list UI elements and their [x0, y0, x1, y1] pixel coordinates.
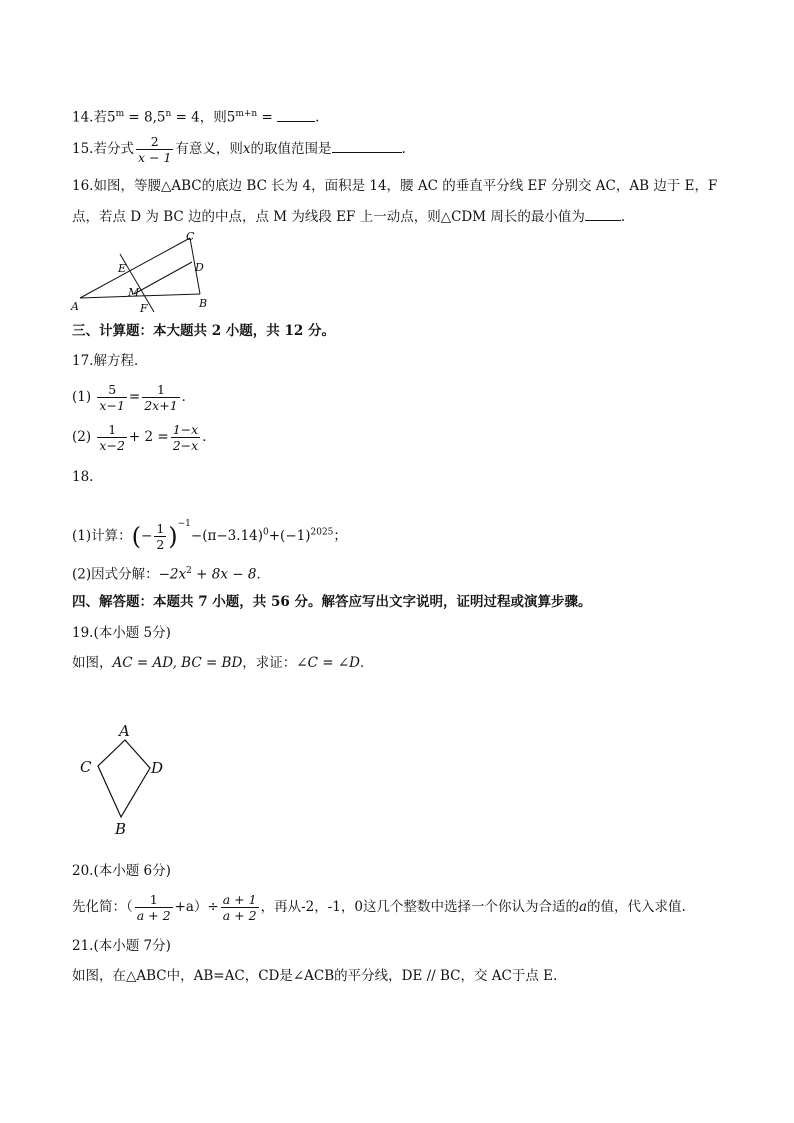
- fraction: $\frac{2}{x - 1}$: [137, 134, 172, 165]
- question-18-part1: (1)计算：(− $\frac{1}{2}$ )$^{-1}-(\pi-3.14)^0+(-1)^{2025}$；: [72, 519, 347, 552]
- fraction: $\frac{1}{a + 2}$: [136, 892, 171, 923]
- fig16-label-B: B: [199, 297, 208, 310]
- answer-blank: [277, 107, 315, 122]
- fig19-label-B: B: [115, 820, 127, 838]
- question-16-line2: 点，若点 D 为 BC 边的中点，点 M 为线段 EF 上一动点，则△CDM 周长的最小值为 .: [72, 206, 625, 227]
- question-14: 14.若$5^m = 8,5^n = 4$，则$5^{m+n}$ = .: [72, 104, 319, 128]
- question-20-title: 20.(本小题 6分): [72, 863, 171, 879]
- question-18-title: 18.: [72, 469, 94, 485]
- answer-blank: [585, 206, 621, 221]
- fraction: $\frac{1}{2}$: [156, 521, 165, 552]
- fig19-label-D: D: [151, 759, 164, 777]
- fig16-label-C: C: [186, 232, 195, 243]
- question-20-text: 先化简：（ $\frac{1}{a + 2}$ +a）÷ $\frac{a + 1}{a + 2}$ ，再从-2，-1，0这几个整数中选择一个你认为合适的a的值，代入求值.: [72, 892, 686, 923]
- question-18-part2: (2)因式分解：$-2x^2 + 8x - 8$．: [72, 566, 270, 583]
- fig16-label-A: A: [71, 300, 79, 313]
- fraction: $\frac{a + 1}{a + 2}$: [222, 892, 257, 923]
- question-17-part1: (1) $\frac{5}{x-1}$ = $\frac{1}{2x+1}$ ．: [72, 382, 196, 413]
- fraction: $\frac{1}{2x+1}$: [144, 382, 178, 413]
- fig16-label-M: M: [128, 286, 140, 299]
- fig16-label-D: D: [195, 261, 204, 274]
- question-21-text: 如图，在△ABC中，AB=AC，CD是∠ACB的平分线，DE // BC，交 AC于点 E.: [72, 968, 558, 984]
- fig19-label-C: C: [80, 758, 92, 776]
- fraction: $\frac{5}{x-1}$: [99, 382, 125, 413]
- question-17-part2: (2) $\frac{1}{x-2}$ + 2 = $\frac{1-x}{2-x}$ ．: [72, 422, 216, 453]
- figure-19-kite: [72, 722, 182, 842]
- section-4-heading: 四、解答题：本题共 7 小题，共 56 分。解答应写出文字说明，证明过程或演算步骤。: [72, 594, 592, 610]
- question-15: 15.若分式 $\frac{2}{x - 1}$ 有意义，则x的取值范围是 .: [72, 134, 406, 165]
- fig16-label-F: F: [140, 302, 148, 314]
- question-17-title: 17.解方程．: [72, 353, 148, 369]
- question-21-title: 21.(本小题 7分): [72, 938, 171, 954]
- fig16-label-E: E: [118, 262, 127, 275]
- answer-blank: [332, 138, 402, 153]
- fig19-label-A: A: [119, 722, 130, 740]
- question-19-text: 如图，AC = AD, BC = BD，求证：∠C = ∠D．: [72, 655, 374, 671]
- fraction: $\frac{1-x}{2-x}$: [172, 422, 199, 453]
- fraction: $\frac{1}{x-2}$: [99, 422, 125, 453]
- question-16-line1: 16.如图，等腰△ABC的底边 BC 长为 4，面积是 14，腰 AC 的垂直平分线 EF 分别交 AC，AB 边于 E，F: [72, 178, 718, 194]
- section-3-heading: 三、计算题：本大题共 2 小题，共 12 分。: [72, 323, 335, 339]
- question-19-title: 19.(本小题 5分): [72, 625, 171, 641]
- figure-16-triangle: [68, 232, 228, 314]
